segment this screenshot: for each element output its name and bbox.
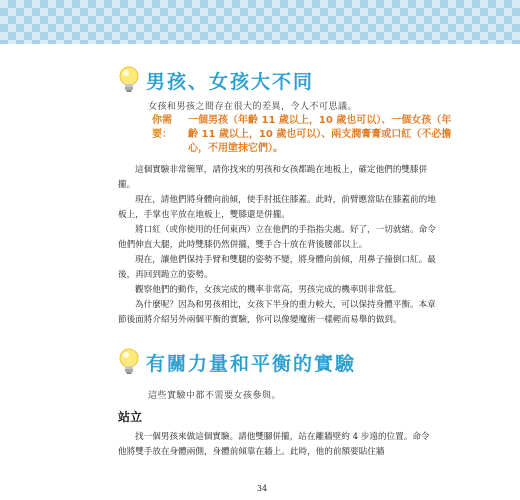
section-title: 男孩、女孩大不同: [146, 70, 315, 93]
materials-label: 你需要：: [152, 115, 172, 140]
paragraph: 觀察他們的動作，女孩完成的機率非常高，男孩完成的機率則非常低。: [135, 285, 402, 295]
body-text-section1: [118, 163, 436, 328]
paragraph: 找一個男孩來做這個實驗。請他雙腳併攏，站在離牆壁約 4 步遠的位置。命令他將雙手放在身體兩側，身體前傾靠在牆上。此時，他的前額要貼住牆: [118, 432, 430, 457]
section-heading-gender: [118, 66, 314, 94]
paragraph: 為什麼呢？因為和男孩相比，女孩下半身的重力較大，可以保持身體平衡。本章節後面將介紹另外兩個平衡的實驗，你可以像變魔術一樣輕而易舉的做到。: [118, 300, 436, 325]
lightbulb-icon: [118, 66, 140, 94]
materials-needed: [152, 114, 452, 156]
paragraph: 現在，請他們將身體向前傾，使手肘抵住膝蓋。此時，前臂應當貼在膝蓋前的地板上，手掌也平放在地板上，雙膝還是併攏。: [118, 195, 436, 220]
lightbulb-icon: [118, 348, 140, 376]
section-intro: 女孩和男孩之間存在很大的差異，令人不可思議。: [148, 102, 358, 112]
page-number: 34: [256, 484, 268, 493]
section-intro: 這些實驗中都不需要女孩參與。: [148, 391, 282, 401]
subheading-standing: 站立: [118, 410, 143, 424]
section-heading-balance: [118, 348, 356, 376]
body-text-section2: [118, 430, 436, 460]
paragraph: 將口紅（或你使用的任何東西）立在他們的手指指尖處。好了，一切就緒。命令他們伸直大腿，此時雙膝仍然併攏，雙手合十放在背後腰部以上。: [118, 225, 436, 250]
paragraph: 現在，讓他們保持手臂和雙腿的姿勢不變，將身體向前傾，用鼻子撞倒口紅。最後，再回到跪立的姿勢。: [118, 255, 436, 280]
paragraph: 這個實驗非常簡單，請你找來的男孩和女孩都跪在地板上，確定他們的雙膝併攏。: [118, 165, 428, 190]
decorative-checker-band: [0, 0, 520, 44]
materials-text: 一個男孩（年齡 11 歲以上，10 歲也可以）、一個女孩（年齡 11 歲以上，10 歲也可以）、兩支潤膏膏或口紅（不必擔心，不用塗抹它們）。: [188, 115, 452, 154]
section-title: 有關力量和平衡的實驗: [146, 352, 357, 375]
